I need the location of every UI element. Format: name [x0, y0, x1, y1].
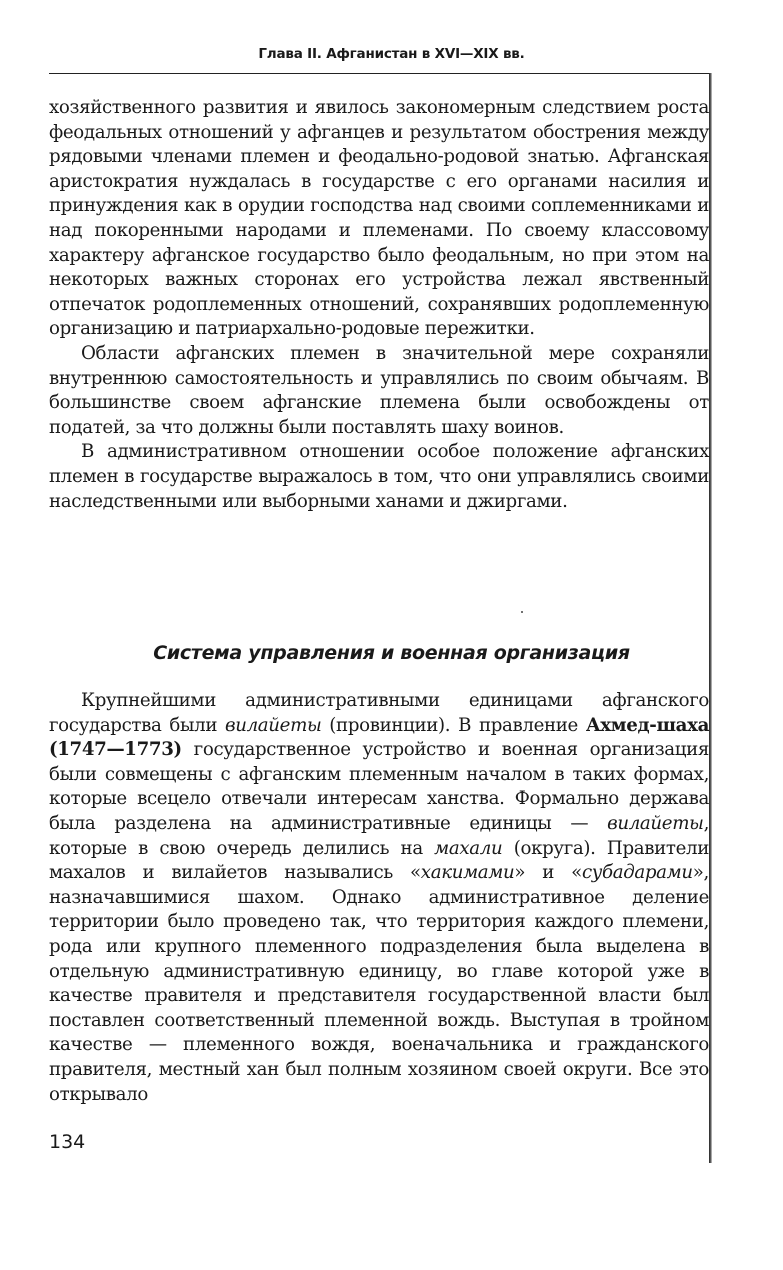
- page-number: 134: [49, 1131, 86, 1153]
- scan-speck: [521, 611, 523, 613]
- paragraph-continuation: хозяйственного развития и явилось закономерным следствием роста феодальных отношений у афганцев и результатом обострения между рядовыми членами племен и феодально-родовой знатью. Афганская аристократия нуждалась в государстве с его органами насилия и принуждения как в орудии господства над своими соплеменниками и над покоренными народами и племенами. По своему классовому характеру афганское государство было феодальным, но при этом на некоторых важных сторонах его устройства лежал явственный отпечаток родоплеменных отношений, сохранявших родоплеменную организацию и патриархально-родовые пережитки.: [49, 97, 709, 340]
- term-vilayety: вилайеты: [607, 812, 704, 834]
- term-hakimami: хакимами: [420, 862, 515, 884]
- text-run: (провинции). В правление: [321, 714, 586, 736]
- paragraph-administrative-position: В административном отношении особое положение афганских племен в государстве выражалось в том, что они управлялись своими наследственными или выборными ханами и джиргами.: [49, 441, 709, 512]
- term-vilayety: вилайеты: [224, 714, 322, 736]
- text-run: , которые в свою очередь делились на: [49, 812, 709, 859]
- term-subadarami: субадарами: [581, 862, 693, 884]
- text-run: государственное устройство и военная организация были совмещены с афганским племенным началом в таких формах, которые всецело отвечали интересам ханства. Формально держава была разделена на административные единицы —: [49, 739, 709, 834]
- paragraph-tribal-areas: Области афганских племен в значительной мере сохраняли внутреннюю самостоятельность и управлялись по своим обычаям. В большинстве своем афганские племена были освобождены от податей, за что должны были поставлять шаху воинов.: [49, 342, 709, 438]
- text-run: (округа). Правители махалов и вилайетов назывались «: [49, 837, 709, 884]
- text-run: Крупнейшими административными единицами афганского государства были: [49, 690, 709, 736]
- body-text-section: [49, 689, 709, 1107]
- text-run: » и «: [514, 862, 582, 884]
- section-heading: Система управления и военная организация: [153, 642, 630, 664]
- body-text-top: [49, 96, 709, 514]
- text-run: », назначавшимися шахом. Однако административное деление территории было проведено так, что территория каждого племени, рода или крупного племенного подразделения была выделена в отдельную административную единицу, во главе которой уже в качестве правителя и представителя государственной власти был поставлен соответственный племенной вождь. Выступая в тройном качестве — племенного вождя, военачальника и гражданского правителя, местный хан был полным хозяином своей округи. Все это открывало: [49, 862, 709, 1105]
- header-rule: [49, 73, 709, 74]
- running-head: Глава II. Афганистан в XVI—XIX вв.: [258, 46, 525, 62]
- page-edge-line: [709, 73, 712, 1163]
- term-mahali: махали: [434, 837, 503, 859]
- paragraph-administration: [49, 689, 709, 1107]
- ruler-name: Ахмед-шаха (1747—1773): [49, 714, 709, 761]
